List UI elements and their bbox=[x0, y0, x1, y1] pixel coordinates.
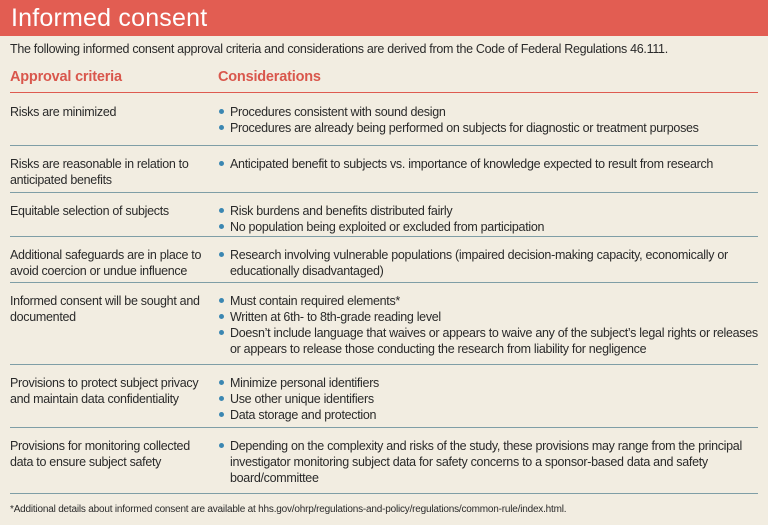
consideration-text: Depending on the complexity and risks of the study, these provisions may range from the principal investigator monitoring subject data for safety concerns to a sponsor-based data and safety board/committee bbox=[230, 439, 742, 485]
consideration-item bbox=[218, 375, 758, 391]
bullet-icon bbox=[219, 208, 224, 213]
consideration-item bbox=[218, 156, 758, 172]
consideration-item bbox=[218, 247, 758, 279]
considerations-list bbox=[218, 203, 758, 235]
criteria-cell: Risks are reasonable in relation to anticipated benefits bbox=[10, 157, 189, 187]
bullet-icon bbox=[219, 330, 224, 335]
bullet-icon bbox=[219, 125, 224, 130]
consideration-item bbox=[218, 407, 758, 423]
bullet-icon bbox=[219, 314, 224, 319]
considerations-list bbox=[218, 156, 758, 172]
consideration-item bbox=[218, 438, 758, 486]
bullet-icon bbox=[219, 298, 224, 303]
consideration-text: No population being exploited or excluded from participation bbox=[230, 220, 545, 234]
table-row bbox=[10, 94, 758, 146]
consideration-item bbox=[218, 309, 758, 325]
criteria-cell: Informed consent will be sought and documented bbox=[10, 294, 200, 324]
table-row bbox=[10, 193, 758, 237]
table-row bbox=[10, 428, 758, 494]
criteria-cell: Provisions to protect subject privacy and maintain data confidentiality bbox=[10, 376, 199, 406]
consideration-item bbox=[218, 391, 758, 407]
considerations-list bbox=[218, 247, 758, 279]
bullet-icon bbox=[219, 396, 224, 401]
bullet-icon bbox=[219, 412, 224, 417]
header-considerations: Considerations bbox=[218, 69, 321, 85]
header-approval-criteria: Approval criteria bbox=[10, 69, 122, 85]
consideration-item bbox=[218, 219, 758, 235]
intro-text: The following informed consent approval criteria and considerations are derived from the Code of Federal Regulations 46.111. bbox=[10, 42, 668, 56]
table-row bbox=[10, 365, 758, 428]
considerations-list bbox=[218, 375, 758, 423]
table-row bbox=[10, 146, 758, 193]
criteria-cell: Provisions for monitoring collected data to ensure subject safety bbox=[10, 439, 190, 469]
consideration-text: Doesn’t include language that waives or appears to waive any of the subject’s legal rights or releases or appears to release those conducting the research from liability for negligence bbox=[230, 326, 758, 356]
criteria-cell: Additional safeguards are in place to avoid coercion or undue influence bbox=[10, 248, 202, 278]
consideration-text: Procedures are already being performed on subjects for diagnostic or treatment purposes bbox=[230, 121, 699, 135]
considerations-list bbox=[218, 293, 758, 357]
consideration-item bbox=[218, 325, 758, 357]
consideration-text: Data storage and protection bbox=[230, 408, 377, 422]
bullet-icon bbox=[219, 109, 224, 114]
considerations-list bbox=[218, 104, 758, 136]
page-title: Informed consent bbox=[0, 0, 768, 36]
bullet-icon bbox=[219, 161, 224, 166]
criteria-cell: Equitable selection of subjects bbox=[10, 204, 169, 218]
consideration-text: Risk burdens and benefits distributed fairly bbox=[230, 204, 453, 218]
considerations-list bbox=[218, 438, 758, 486]
consideration-item bbox=[218, 104, 758, 120]
consideration-text: Use other unique identifiers bbox=[230, 392, 374, 406]
criteria-table bbox=[10, 94, 758, 494]
table-header bbox=[10, 69, 758, 93]
table-row bbox=[10, 283, 758, 365]
consideration-text: Anticipated benefit to subjects vs. importance of knowledge expected to result from research bbox=[230, 157, 714, 171]
consideration-item bbox=[218, 120, 758, 136]
footnote: *Additional details about informed consent are available at hhs.gov/ohrp/regulations-and-policy/regulations/common-rule/index.html. bbox=[10, 504, 567, 515]
bullet-icon bbox=[219, 252, 224, 257]
consideration-text: Must contain required elements* bbox=[230, 294, 400, 308]
consideration-item bbox=[218, 203, 758, 219]
bullet-icon bbox=[219, 380, 224, 385]
table-row bbox=[10, 237, 758, 283]
bullet-icon bbox=[219, 443, 224, 448]
criteria-cell: Risks are minimized bbox=[10, 105, 117, 119]
consideration-text: Research involving vulnerable populations (impaired decision-making capacity, economically or educationally disadvantaged) bbox=[230, 248, 728, 278]
consideration-text: Minimize personal identifiers bbox=[230, 376, 380, 390]
consideration-text: Written at 6th- to 8th-grade reading level bbox=[230, 310, 441, 324]
consideration-text: Procedures consistent with sound design bbox=[230, 105, 446, 119]
consideration-item bbox=[218, 293, 758, 309]
bullet-icon bbox=[219, 224, 224, 229]
